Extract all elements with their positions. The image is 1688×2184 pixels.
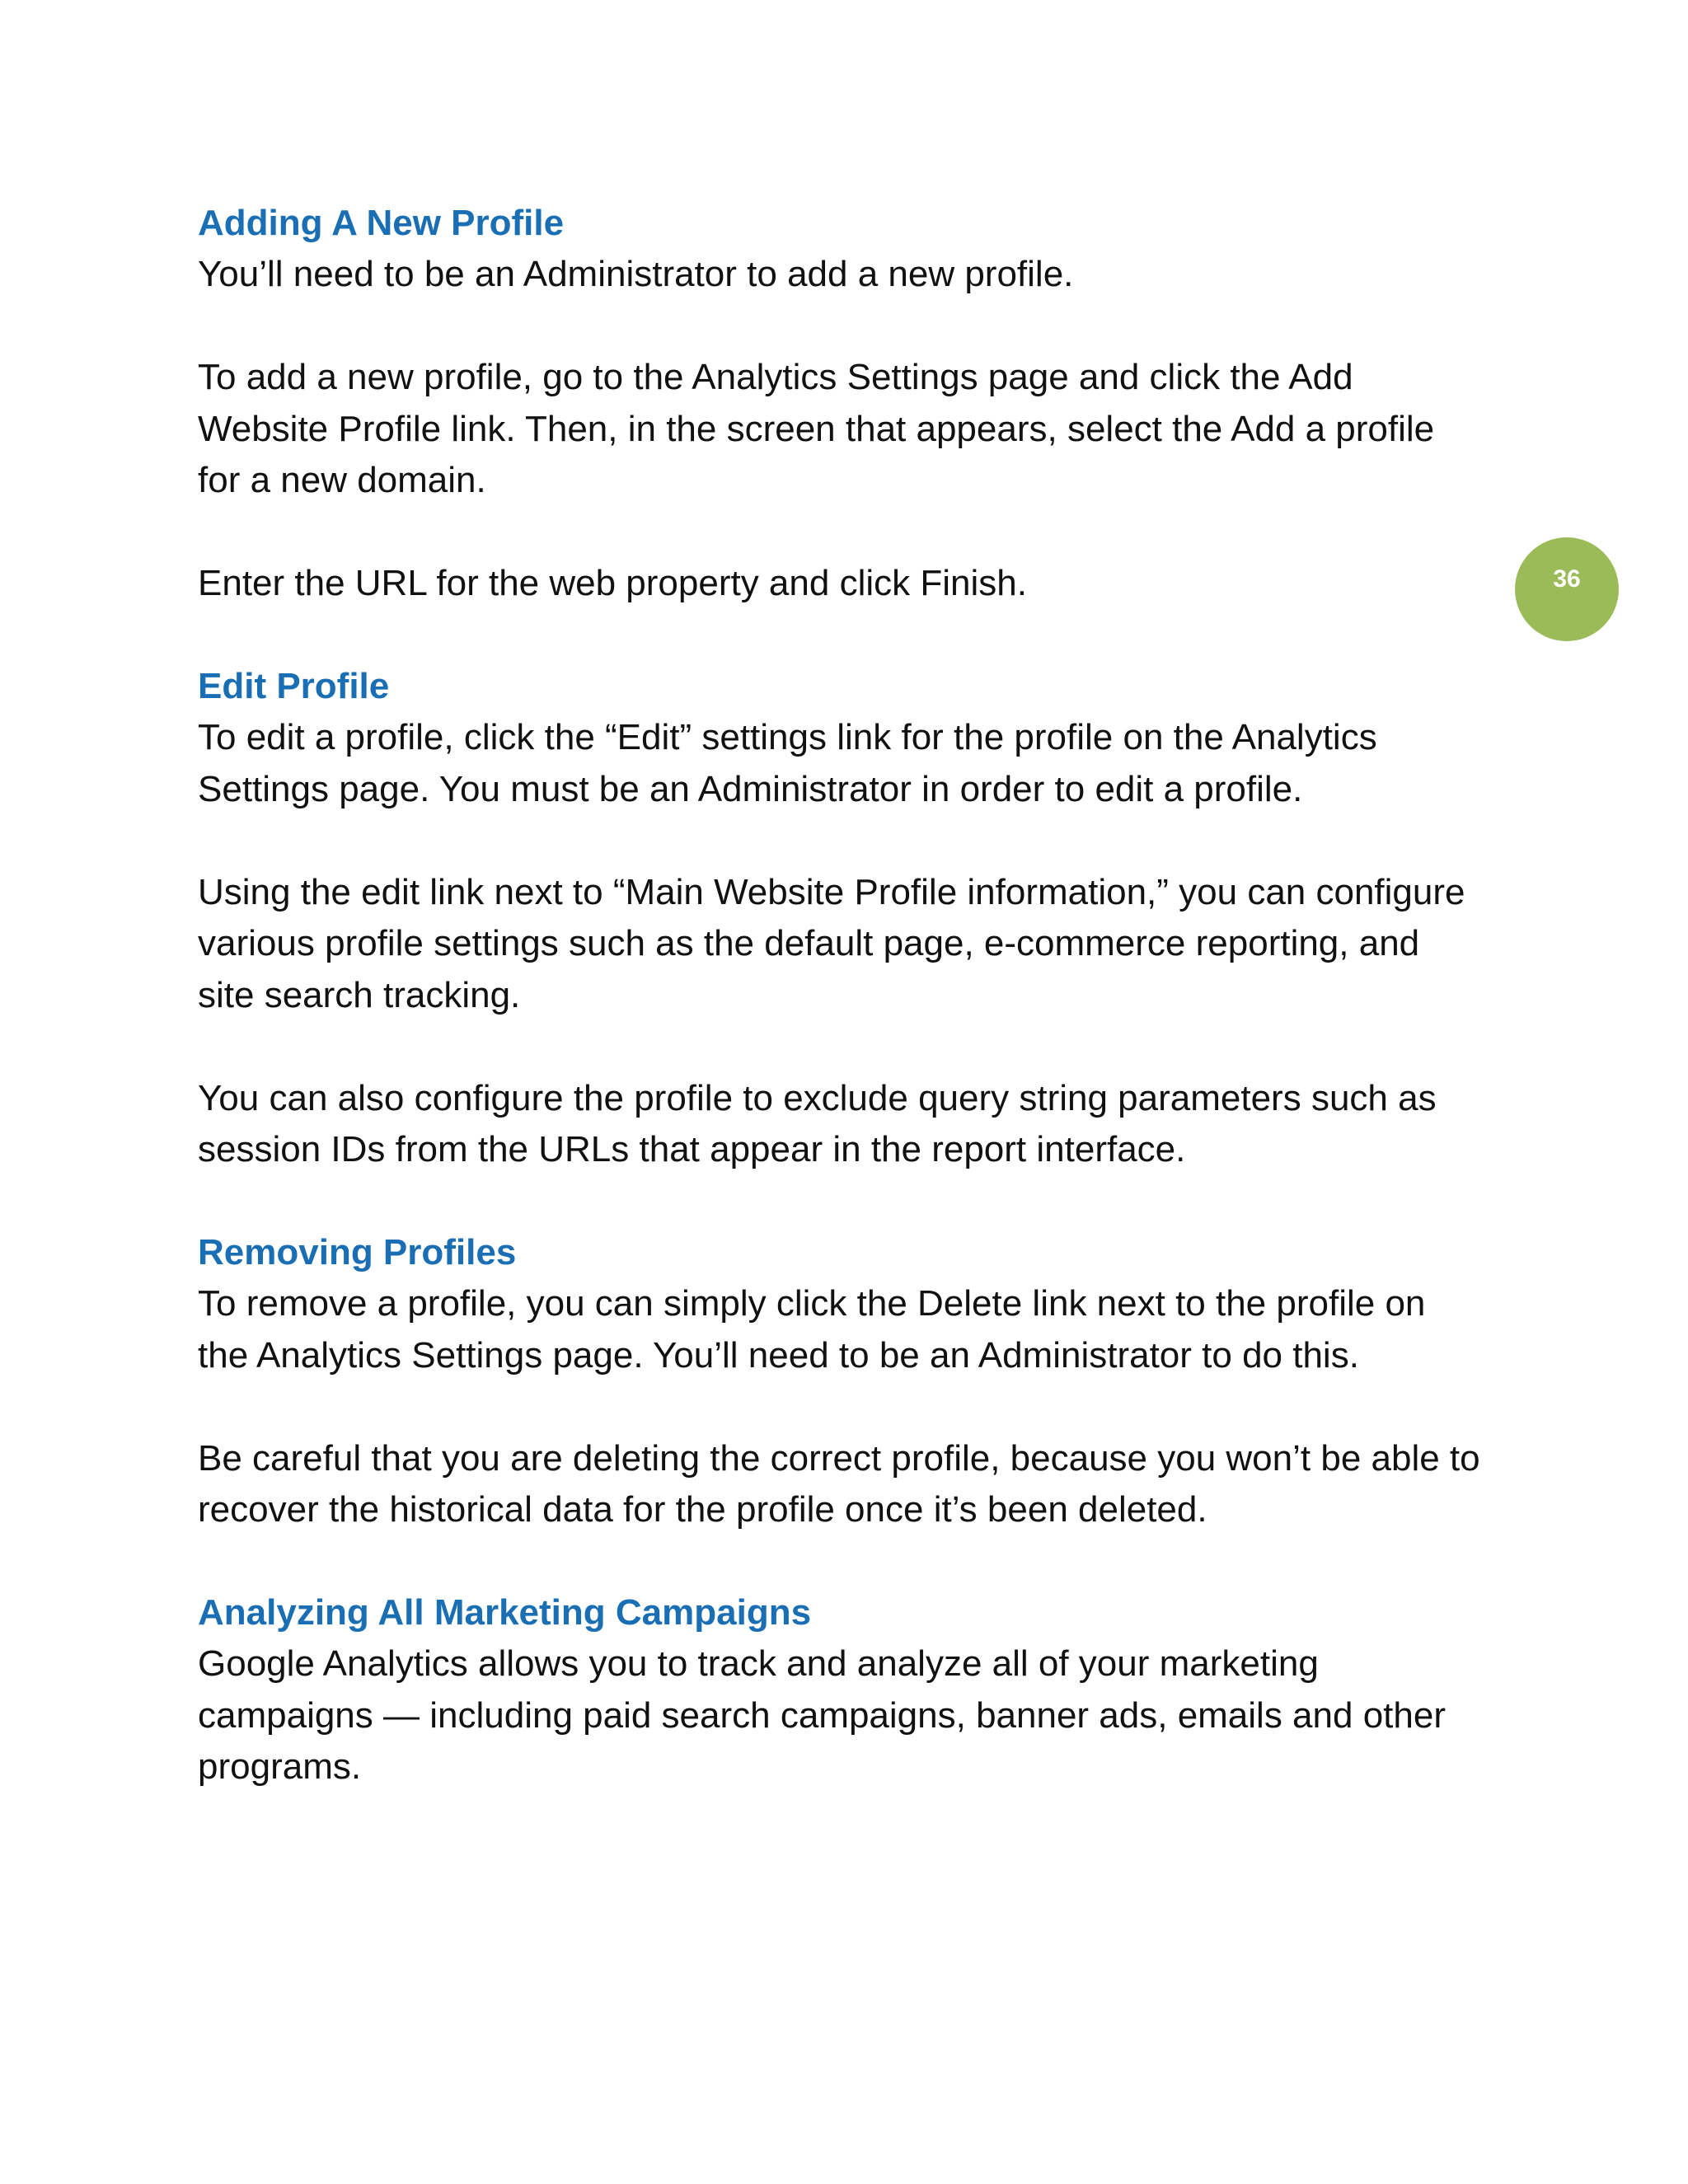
section-analyzing-campaigns [198,1587,1484,1793]
paragraph: Google Analytics allows you to track and analyze all of your marketing campaigns — including paid search campaigns, banner ads, emails and other programs. [198,1643,1446,1787]
paragraph: Be careful that you are deleting the correct profile, because you won’t be able to recover the historical data for the profile once it’s been deleted. [198,1437,1480,1530]
paragraph: Using the edit link next to “Main Website Profile information,” you can configure various profile settings such as the default page, e-commerce reporting, and site search tracking. [198,871,1465,1015]
section-heading: Edit Profile [198,666,390,706]
section-edit-profile [198,661,1484,1176]
paragraph: To edit a profile, click the “Edit” settings link for the profile on the Analytics Settings page. You must be an Administrator in order to edit a profile. [198,717,1377,809]
paragraph: To add a new profile, go to the Analytics Settings page and click the Add Website Profile link. Then, in the screen that appears, select the Add a profile for a new domain. [198,357,1435,500]
page-number: 36 [1553,565,1581,593]
section-heading: Adding A New Profile [198,203,565,243]
page-content [198,198,1484,1793]
paragraph: You can also configure the profile to exclude query string parameters such as session IDs from the URLs that appear in the report interface. [198,1077,1437,1169]
section-heading: Removing Profiles [198,1232,517,1272]
paragraph: Enter the URL for the web property and click Finish. [198,563,1027,603]
section-removing-profiles [198,1227,1484,1536]
section-heading: Analyzing All Marketing Campaigns [198,1592,812,1633]
section-adding-new-profile [198,198,1484,610]
paragraph: To remove a profile, you can simply click the Delete link next to the profile on the Analytics Settings page. You’ll need to be an Administrator to do this. [198,1283,1426,1376]
paragraph: You’ll need to be an Administrator to add a new profile. [198,254,1074,294]
page-number-badge [1515,537,1619,641]
